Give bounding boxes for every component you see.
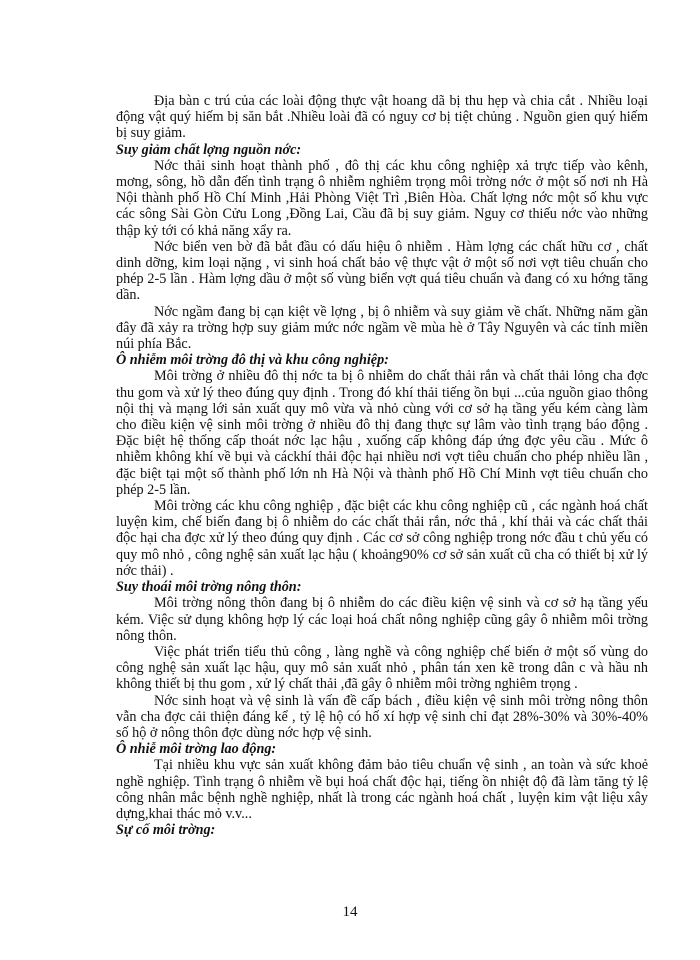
paragraph-rural-sanitation: Nớc sinh hoạt và vệ sinh là vấn đề cấp bách , điều kiện vệ sinh môi trờng nông thôn vẫn cha đợc cải thiện đáng kể , tỷ lệ hộ có hố xí hợp vệ sinh chỉ đạt 28%-30% và 30%-40% số hộ ở nông thôn đợc dùng nớc hợp vệ sinh. [116,692,648,741]
page-body [116,93,648,838]
heading-environmental-incidents: Sự cố môi trờng: [116,822,216,839]
paragraph-coastal-water: Nớc biển ven bờ đã bắt đầu có dấu hiệu ô nhiễm . Hàm lợng các chất hữu cơ , chất dinh dỡng, kim loại nặng , vi sinh hoá chất bảo vệ thực vật ở một số nơi vợt tiêu chuẩn cho phép 2-5 lần . Hàm lợng dầu ở một số vùng biển vợt quá tiêu chuẩn và đang có xu hớng tăng dần. [116,238,648,304]
paragraph-groundwater: Nớc ngầm đang bị cạn kiệt về lợng , bị ô nhiễm và suy giảm về chất. Những năm gần đây đã xảy ra trờng hợp suy giảm mức nớc ngầm về mùa hè ở Tây Nguyên và các tỉnh miền núi phía Bắc. [116,303,648,353]
heading-workplace-pollution: Ô nhiễ môi trờng lao động: [116,741,277,758]
paragraph-industrial-zones: Môi trờng các khu công nghiệp , đặc biệt các khu công nghiệp cũ , các ngành hoá chất luyện kim, chế biến đang bị ô nhiễm do các chất thải rắn, nớc thả , khí thải và các chất thải độc hại cha đợc xử lý theo đúng quy định . Các cơ sở công nghiệp trong nớc đầu t chủ yếu có quy mô nhỏ , công nghệ sản xuất lạc hậu ( khoảng90% cơ sở sản xuất cũ cha có thiết bị xử lý nớc thải) . [116,498,648,579]
paragraph-craft-villages: Việc phát triển tiểu thủ công , làng nghề và công nghiệp chế biến ở một số vùng do công nghệ sản xuất lạc hậu, quy mô sản xuất nhỏ , phân tán xen kẽ trong dân c và hầu nh không thiết bị thu gom , xử lý chất thải ,đã gây ô nhiễm môi trờng nghiêm trọng . [116,643,648,693]
paragraph-workplace: Tại nhiều khu vực sản xuất không đảm bảo tiêu chuẩn vệ sinh , an toàn và sức khoẻ nghề nghiệp. Tình trạng ô nhiễm về bụi hoá chất độc hại, tiếng ồn nhiệt độ đã làm tăng tỷ lệ công nhân mắc bệnh nghề nghiệp, nhất là trong các ngành hoá chất , luyện kim vật liệu xây dựng,khai thác mỏ v.v... [116,757,648,822]
paragraph-rural-environment: Môi trờng nông thôn đang bị ô nhiễm do các điều kiện vệ sinh và cơ sở hạ tầng yếu kém. Việc sử dụng không hợp lý các loại hoá chất nông nghiệp cũng gây ô nhiễm môi trờng nông thôn. [116,595,648,644]
heading-urban-pollution: Ô nhiễm môi trờng đô thị và khu công nghiệp: [116,352,389,369]
heading-water-quality: Suy giảm chất lợng nguồn nớc: [116,141,302,158]
paragraph-wastewater: Nớc thải sinh hoạt thành phố , đô thị các khu công nghiệp xả trực tiếp vào kênh, mơng, sông, hồ dẫn đến tình trạng ô nhiễm nghiêm trọng môi trờng nớc ở một số nơi nh Hà Nội thành phố Hồ Chí Minh ,Hải Phòng Việt Trì ,Biên Hòa. Chất lợng nớc một số khu vực các sông Sài Gòn Cửu Long ,Đồng Lai, Cầu đã bị suy giảm. Nguy cơ thiếu nớc vào những thập kỷ tới có khả năng xẩy ra. [116,157,648,239]
paragraph-habitat: Địa bàn c trú của các loài động thực vật hoang dã bị thu hẹp và chia cắt . Nhiều loại động vật quý hiếm bị săn bắt .Nhiều loài đã có nguy cơ bị tiệt chủng . Nguồn gien quý hiếm bị suy giảm. [116,93,648,142]
paragraph-urban-environment: Môi trờng ở nhiều đô thị nớc ta bị ô nhiễm do chất thải rắn và chất thải lỏng cha đợc thu gom và xử lý theo đúng quy định . Trong đó khí thải tiếng ồn bụi ...của nguồn giao thông nội thị và mạng lới sản xuất quy mô vừa và nhỏ cùng với cơ sở hạ tầng yếu kém càng làm cho điều kiện vệ sinh môi trờng ở nhiều đô thị đang thực sự lâm vào tình trạng báo động . Đặc biệt hệ thống cấp thoát nớc lạc hậu , xuống cấp không đáp ứng đợc yêu cầu . Mức ô nhiễm không khí về bụi và cáckhí thải độc hại nhiều nơi vợt tiêu chuẩn cho phép nhiều lần , đặc biệt tại một số thành phố lớn nh Hà Nội và thành phố Hồ Chí Minh vợt tiêu chuẩn cho phép 2-5 lần. [116,368,648,498]
heading-rural-degradation: Suy thoái môi trờng nông thôn: [116,579,302,596]
page-number: 14 [342,904,358,920]
